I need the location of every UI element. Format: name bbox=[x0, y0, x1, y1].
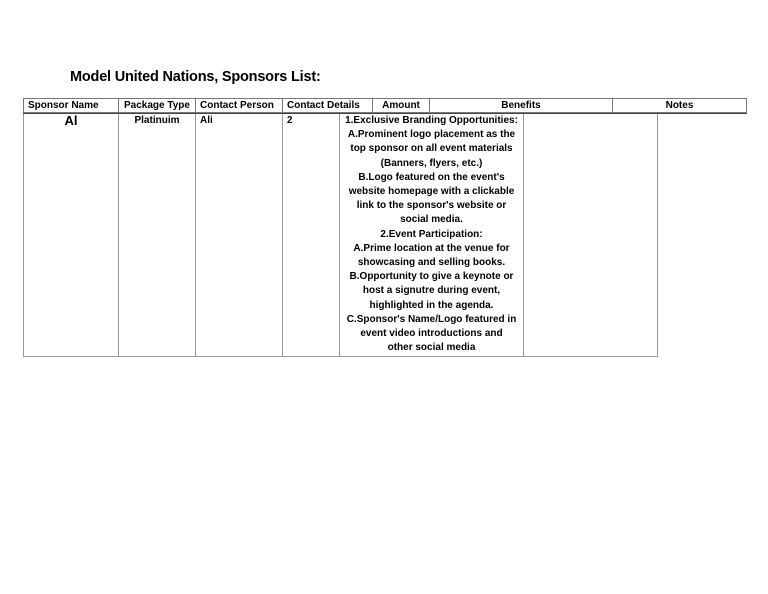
benefits-line: C.Sponsor's Name/Logo featured in bbox=[346, 313, 517, 325]
benefits-line: A.Prime location at the venue for bbox=[353, 242, 510, 254]
cell-benefits bbox=[339, 114, 523, 357]
benefits-line: (Banners, flyers, etc.) bbox=[380, 157, 483, 169]
benefits-line: B.Opportunity to give a keynote or bbox=[349, 271, 514, 283]
col-header-notes: Notes bbox=[612, 98, 747, 113]
benefits-line: showcasing and selling books. bbox=[357, 257, 506, 269]
benefits-line: B.Logo featured on the event's bbox=[358, 171, 505, 183]
benefits-line: top sponsor on all event materials bbox=[350, 143, 513, 155]
benefits-line: 1.Exclusive Branding Opportunities: bbox=[345, 115, 518, 126]
col-header-contact-details: Contact Details bbox=[282, 98, 372, 113]
sponsor-name-value: Al bbox=[64, 114, 78, 128]
cell-notes bbox=[523, 114, 658, 357]
col-header-sponsor-name: Sponsor Name bbox=[23, 98, 118, 113]
benefits-line: link to the sponsor's website or bbox=[356, 200, 507, 212]
cell-sponsor-name bbox=[23, 114, 118, 357]
benefits-line: event video introductions and bbox=[360, 328, 503, 340]
cell-contact-details: 2 bbox=[282, 114, 339, 357]
benefits-line: 2.Event Participation: bbox=[380, 228, 483, 240]
benefits-line: other social media bbox=[387, 342, 476, 354]
cell-contact-person: Ali bbox=[195, 114, 282, 357]
benefits-line: A.Prominent logo placement as the bbox=[347, 129, 516, 141]
document-title: Model United Nations, Sponsors List: bbox=[70, 69, 321, 85]
cell-package-type: Platinuim bbox=[118, 114, 195, 357]
benefits-line: host a signutre during event, bbox=[362, 285, 501, 297]
benefits-line: social media. bbox=[400, 214, 463, 226]
col-header-package-type: Package Type bbox=[118, 98, 195, 113]
col-header-benefits: Benefits bbox=[429, 98, 612, 113]
benefits-line: highlighted in the agenda. bbox=[369, 299, 494, 311]
benefits-line: website homepage with a clickable bbox=[348, 186, 515, 198]
col-header-amount: Amount bbox=[372, 98, 429, 113]
col-header-contact-person: Contact Person bbox=[195, 98, 282, 113]
